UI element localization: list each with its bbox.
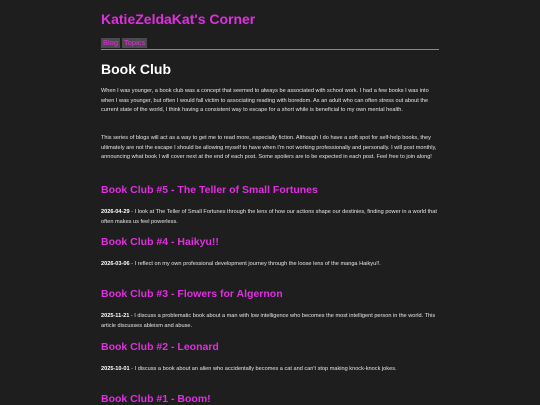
post-summary-text: - I discuss a problematic book about a man with low intelligence who becomes the most intelligent person in the world. This article discusses ableism and abuse. <box>101 313 436 329</box>
post-summary <box>101 260 439 270</box>
post-entry <box>101 236 439 267</box>
post-entry <box>101 184 439 225</box>
post-summary <box>101 365 439 375</box>
post-summary <box>101 312 439 331</box>
post-date: 2026-04-29 <box>101 209 130 215</box>
post-date: 2026-03-06 <box>101 261 130 267</box>
nav-topics-link[interactable]: Topics <box>124 38 146 47</box>
post-title-link[interactable]: Book Club #2 - Leonard <box>101 341 219 353</box>
post-summary-text: - I discuss a book about an alien who accidentally becomes a cat and can't stop making knock-knock jokes. <box>129 366 397 372</box>
post-date: 2025-10-01 <box>101 366 130 372</box>
top-nav <box>101 38 439 50</box>
post-summary-text: - I look at The Teller of Small Fortunes through the lens of how our actions shape our destinies, finding power in a world that often makes us feel powerless. <box>101 209 437 225</box>
post-entry <box>101 341 439 372</box>
nav-blog-link[interactable]: Blog <box>103 38 119 47</box>
post-title-link[interactable]: Book Club #5 - The Teller of Small Fortunes <box>101 184 318 196</box>
intro-paragraph-1: When I was younger, a book club was a concept that seemed to always be associated with school work. I had a few books I was into when I was younger, but often I would fall victim to associating reading with boredom. As an adult who can often stress out about the current state of the world, I think having a consistent way to escape for a short while is beneficial to my own mental health. <box>101 88 429 114</box>
post-summary-text: - I reflect on my own professional development journey through the loose lens of the manga Haikyu!!. <box>129 261 381 267</box>
post-entry <box>101 393 439 405</box>
post-summary <box>101 208 439 227</box>
post-title-link[interactable]: Book Club #4 - Haikyu!! <box>101 236 219 248</box>
page-title: Book Club <box>101 61 171 77</box>
post-title-link[interactable]: Book Club #1 - Boom! <box>101 393 211 405</box>
post-date: 2025-11-21 <box>101 313 130 319</box>
intro-paragraph-2: This series of blogs will act as a way to get me to read more, especially fiction. Although I do have a soft spot for self-help books, they ultimately are not the escape I should be allowing myself to have when I'm not working professionally and personally. I will post monthly, announcing what book I will cover next at the end of each post. Some spoilers are to be expected in each post. Feel free to join along! <box>101 135 437 161</box>
site-title[interactable]: KatieZeldaKat's Corner <box>101 11 256 27</box>
post-title-link[interactable]: Book Club #3 - Flowers for Algernon <box>101 288 283 300</box>
post-entry <box>101 288 439 329</box>
